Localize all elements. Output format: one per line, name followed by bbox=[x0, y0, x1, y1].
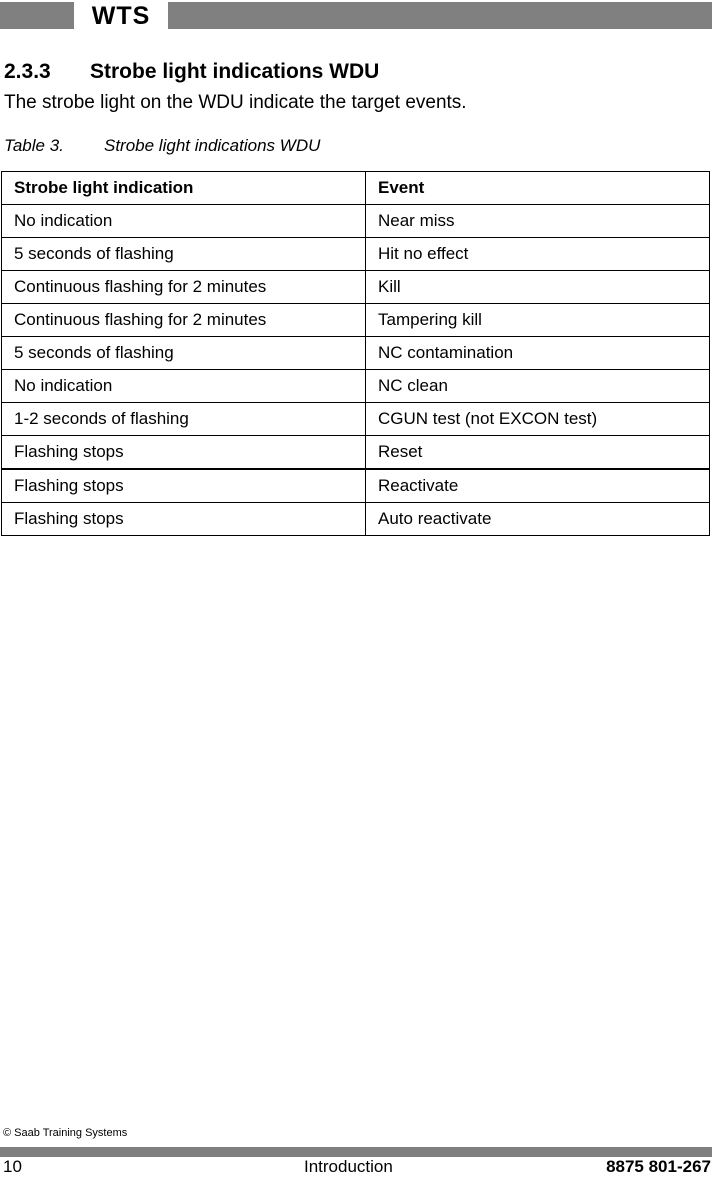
indication-cell: Continuous flashing for 2 minutes bbox=[2, 271, 366, 304]
document-number: 8875 801-267 bbox=[606, 1157, 711, 1176]
wts-logo: WTS bbox=[91, 2, 151, 30]
table-row bbox=[2, 370, 710, 403]
header-cell-event: Event bbox=[366, 172, 710, 205]
table-row bbox=[2, 271, 710, 304]
header-bar bbox=[0, 0, 712, 30]
section-heading bbox=[4, 60, 379, 84]
table-row bbox=[2, 436, 710, 470]
strobe-indications-table bbox=[1, 171, 710, 536]
indication-cell: 5 seconds of flashing bbox=[2, 238, 366, 271]
event-cell: Reset bbox=[366, 436, 710, 470]
table-header-row bbox=[2, 172, 710, 205]
table-caption-number: Table 3. bbox=[4, 136, 64, 155]
indication-cell: Flashing stops bbox=[2, 469, 366, 503]
intro-paragraph: The strobe light on the WDU indicate the target events. bbox=[4, 92, 467, 113]
table-row bbox=[2, 503, 710, 536]
event-cell: Auto reactivate bbox=[366, 503, 710, 536]
indication-cell: 1-2 seconds of flashing bbox=[2, 403, 366, 436]
table-row bbox=[2, 469, 710, 503]
event-cell: NC contamination bbox=[366, 337, 710, 370]
table-row bbox=[2, 205, 710, 238]
event-cell: Reactivate bbox=[366, 469, 710, 503]
chapter-name: Introduction bbox=[304, 1157, 393, 1176]
section-title: Strobe light indications WDU bbox=[90, 60, 380, 83]
indication-cell: Continuous flashing for 2 minutes bbox=[2, 304, 366, 337]
event-cell: Tampering kill bbox=[366, 304, 710, 337]
indication-cell: 5 seconds of flashing bbox=[2, 337, 366, 370]
header-cell-indication: Strobe light indication bbox=[2, 172, 366, 205]
table-row bbox=[2, 337, 710, 370]
table-row bbox=[2, 304, 710, 337]
table-row bbox=[2, 238, 710, 271]
event-cell: Kill bbox=[366, 271, 710, 304]
footer-bar bbox=[0, 1147, 712, 1157]
copyright-notice: © Saab Training Systems bbox=[3, 1127, 128, 1139]
event-cell: Near miss bbox=[366, 205, 710, 238]
table-caption-title: Strobe light indications WDU bbox=[104, 136, 321, 155]
event-cell: CGUN test (not EXCON test) bbox=[366, 403, 710, 436]
header-bar-right-segment bbox=[168, 2, 712, 29]
indication-cell: No indication bbox=[2, 370, 366, 403]
event-cell: NC clean bbox=[366, 370, 710, 403]
indication-cell: Flashing stops bbox=[2, 503, 366, 536]
event-cell: Hit no effect bbox=[366, 238, 710, 271]
indication-cell: No indication bbox=[2, 205, 366, 238]
header-bar-left-segment bbox=[0, 2, 74, 29]
section-number: 2.3.3 bbox=[4, 60, 51, 83]
page-number: 10 bbox=[3, 1157, 22, 1176]
indication-cell: Flashing stops bbox=[2, 436, 366, 470]
table-caption bbox=[4, 136, 320, 156]
table-row bbox=[2, 403, 710, 436]
